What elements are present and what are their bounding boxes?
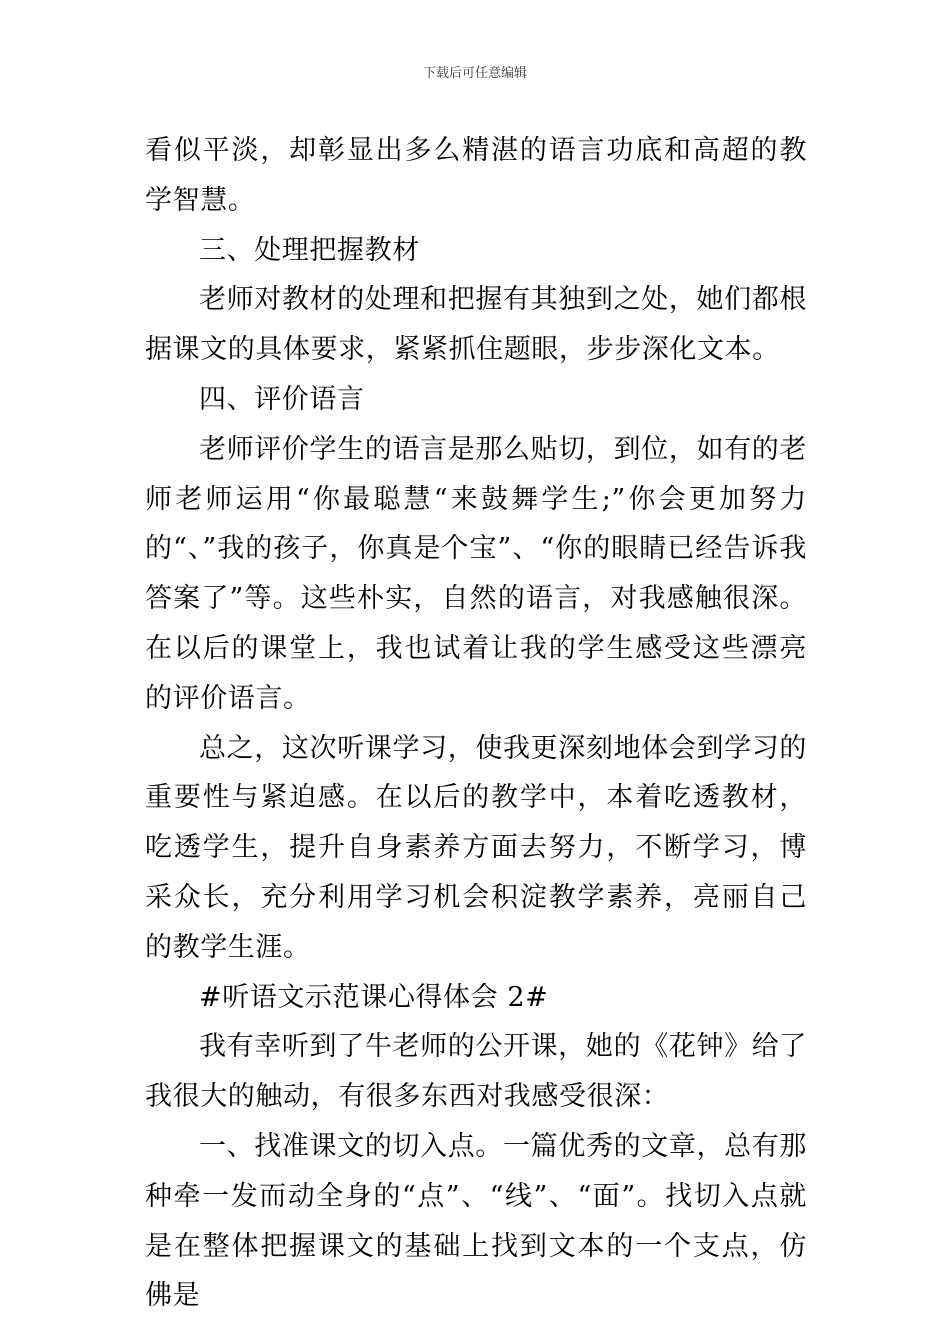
- section-title-2: #听语文示范课心得体会 2#: [199, 981, 549, 1013]
- paragraph-4: 总之，这次听课学习，使我更深刻地体会到学习的重要性与紧迫感。在以后的教学中，本着吃透教材，吃透学生，提升自身素养方面去努力，不断学习，博采众长，充分利用学习机会积淀教学素养，亮丽自己的教学生涯。: [145, 732, 807, 963]
- paragraph-1: 看似平淡，却彰显出多么精湛的语言功底和高超的教学智慧。: [145, 135, 807, 216]
- paragraph-2: 老师对教材的处理和把握有其独到之处，她们都根据课文的具体要求，紧紧抓住题眼，步步深化文本。: [145, 284, 807, 366]
- paragraph-6: 一、找准课文的切入点。一篇优秀的文章，总有那种牵一发而动全身的“点”、“线”、“面”。找切入点就是在整体把握课文的基础上找到文本的一个支点，仿佛是: [145, 1130, 807, 1312]
- document-body: [145, 126, 807, 1321]
- paragraph-5: 我有幸听到了牛老师的公开课，她的《花钟》给了我很大的触动，有很多东西对我感受很深：: [145, 1031, 807, 1113]
- page-header: 下载后可任意编辑: [422, 66, 527, 81]
- section-heading-4: 四、评价语言: [199, 383, 365, 415]
- section-heading-3: 三、处理把握教材: [199, 234, 420, 266]
- paragraph-3: 老师评价学生的语言是那么贴切，到位，如有的老师老师运用“你最聪慧“来鼓舞学生;”你会更加努力的“、”我的孩子，你真是个宝”、“你的眼睛已经告诉我答案了”等。这些朴实，自然的语言，对我感触很深。在以后的课堂上，我也试着让我的学生感受这些漂亮的评价语言。: [145, 433, 807, 714]
